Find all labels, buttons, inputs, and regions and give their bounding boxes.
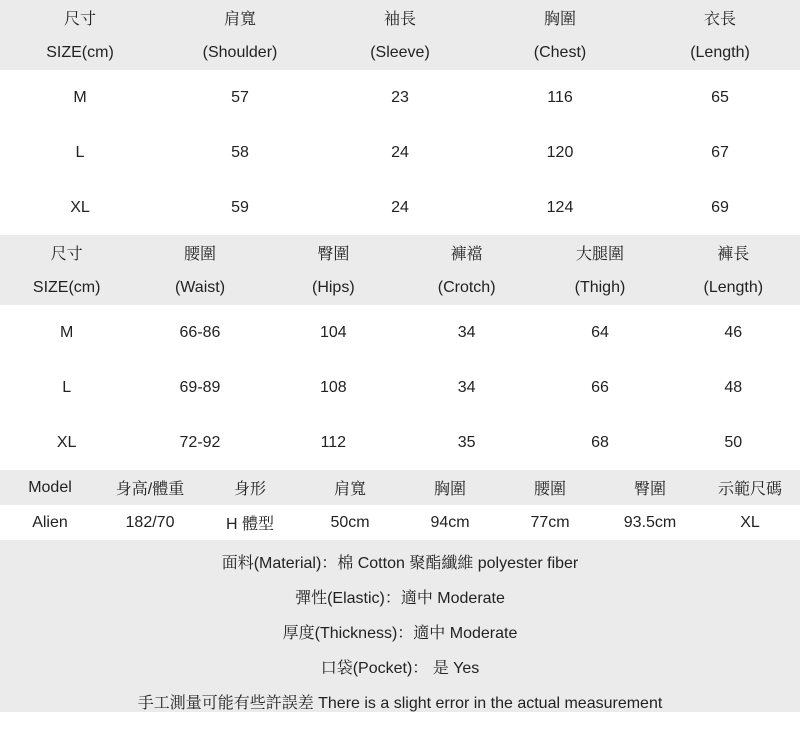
table-cell: 24: [391, 143, 409, 161]
table-row: [0, 305, 800, 360]
fabric-notes: [0, 540, 800, 712]
header-cell: 褲襠: [450, 246, 483, 263]
table-cell: 94cm: [430, 513, 470, 531]
table-row: [0, 360, 800, 415]
top-size-table: [0, 0, 800, 235]
table-row: [0, 415, 800, 470]
header-cell: 示範尺碼: [717, 481, 782, 498]
table-cell: 65: [711, 88, 729, 106]
header-cell: (Hips): [311, 278, 355, 296]
header-cell: (Sleeve): [370, 43, 430, 61]
table-cell: M: [60, 323, 74, 341]
model-table: [0, 470, 800, 540]
bottom-header-zh-row: [0, 235, 800, 270]
header-cell: SIZE(cm): [32, 278, 101, 296]
top-header-zh-row: [0, 0, 800, 35]
header-cell: (Crotch): [437, 278, 496, 296]
table-cell: 112: [320, 433, 347, 451]
table-cell: 104: [319, 323, 347, 341]
model-header-row: [0, 470, 800, 505]
header-cell: (Thigh): [574, 278, 626, 296]
header-cell: (Waist): [174, 278, 226, 296]
header-cell: 衣長: [703, 11, 736, 28]
table-cell: 69: [711, 198, 729, 216]
table-cell: 35: [457, 433, 476, 451]
header-cell: 腰圍: [183, 246, 216, 263]
thickness-note: 厚度(Thickness)：適中 Moderate: [282, 625, 518, 642]
table-cell: Alien: [32, 513, 68, 531]
table-cell: 108: [319, 378, 347, 396]
table-cell: 72-92: [179, 433, 221, 451]
table-cell: 67: [711, 143, 729, 161]
table-cell: XL: [56, 433, 77, 451]
table-cell: XL: [70, 198, 90, 216]
table-row: [0, 70, 800, 125]
header-cell: 腰圍: [533, 481, 566, 498]
table-cell: L: [62, 378, 72, 396]
header-cell: (Length): [703, 278, 764, 296]
header-cell: 大腿圍: [575, 246, 624, 263]
header-cell: 褲長: [717, 246, 750, 263]
table-cell: 57: [231, 88, 249, 106]
header-cell: 肩寬: [223, 11, 256, 28]
table-cell: 116: [547, 88, 573, 106]
table-cell: 46: [724, 323, 743, 341]
header-cell: (Length): [690, 43, 750, 61]
table-cell: 93.5cm: [623, 513, 677, 531]
table-cell: 64: [591, 323, 609, 341]
table-cell: 124: [546, 198, 574, 216]
header-cell: Model: [28, 478, 72, 496]
table-cell: 50cm: [330, 513, 370, 531]
table-row: [0, 125, 800, 180]
table-cell: 77cm: [530, 513, 570, 531]
pocket-note: 口袋(Pocket)： 是 Yes: [320, 660, 480, 677]
table-cell: M: [73, 88, 87, 106]
table-cell: 58: [231, 143, 249, 161]
table-cell: 34: [457, 378, 476, 396]
table-cell: H 體型: [225, 516, 274, 533]
table-cell: XL: [740, 513, 760, 531]
table-cell: 182/70: [125, 513, 175, 531]
top-header-en-row: [0, 35, 800, 70]
table-cell: 68: [591, 433, 609, 451]
header-cell: 胸圍: [433, 481, 466, 498]
header-cell: 臀圍: [633, 481, 666, 498]
header-cell: SIZE(cm): [46, 43, 114, 61]
measurement-error-note: 手工測量可能有些許誤差 There is a slight error in the actual measurement: [137, 695, 663, 712]
header-cell: (Chest): [533, 43, 587, 61]
table-cell: 24: [391, 198, 409, 216]
header-cell: 臀圍: [317, 246, 350, 263]
header-cell: 尺寸: [50, 246, 83, 263]
table-cell: L: [75, 143, 85, 161]
header-cell: 胸圍: [543, 11, 576, 28]
table-cell: 59: [231, 198, 249, 216]
table-cell: 66-86: [179, 323, 221, 341]
header-cell: 身形: [233, 481, 266, 498]
bottom-size-table: [0, 235, 800, 470]
table-cell: 120: [546, 143, 574, 161]
page-footer-space: [0, 712, 800, 749]
table-cell: 48: [724, 378, 743, 396]
table-row: [0, 180, 800, 235]
model-row: [0, 505, 800, 540]
elastic-note: 彈性(Elastic)：適中 Moderate: [295, 590, 505, 607]
table-cell: 69-89: [179, 378, 221, 396]
header-cell: 肩寬: [333, 481, 366, 498]
table-cell: 34: [457, 323, 476, 341]
table-cell: 66: [591, 378, 609, 396]
header-cell: 尺寸: [63, 11, 96, 28]
material-note: 面料(Material)：棉 Cotton 聚酯纖維 polyester fiber: [221, 555, 579, 572]
header-cell: 袖長: [383, 11, 416, 28]
bottom-header-en-row: [0, 270, 800, 305]
header-cell: (Shoulder): [202, 43, 278, 61]
table-cell: 50: [724, 433, 743, 451]
header-cell: 身高/體重: [115, 481, 185, 498]
table-cell: 23: [391, 88, 409, 106]
